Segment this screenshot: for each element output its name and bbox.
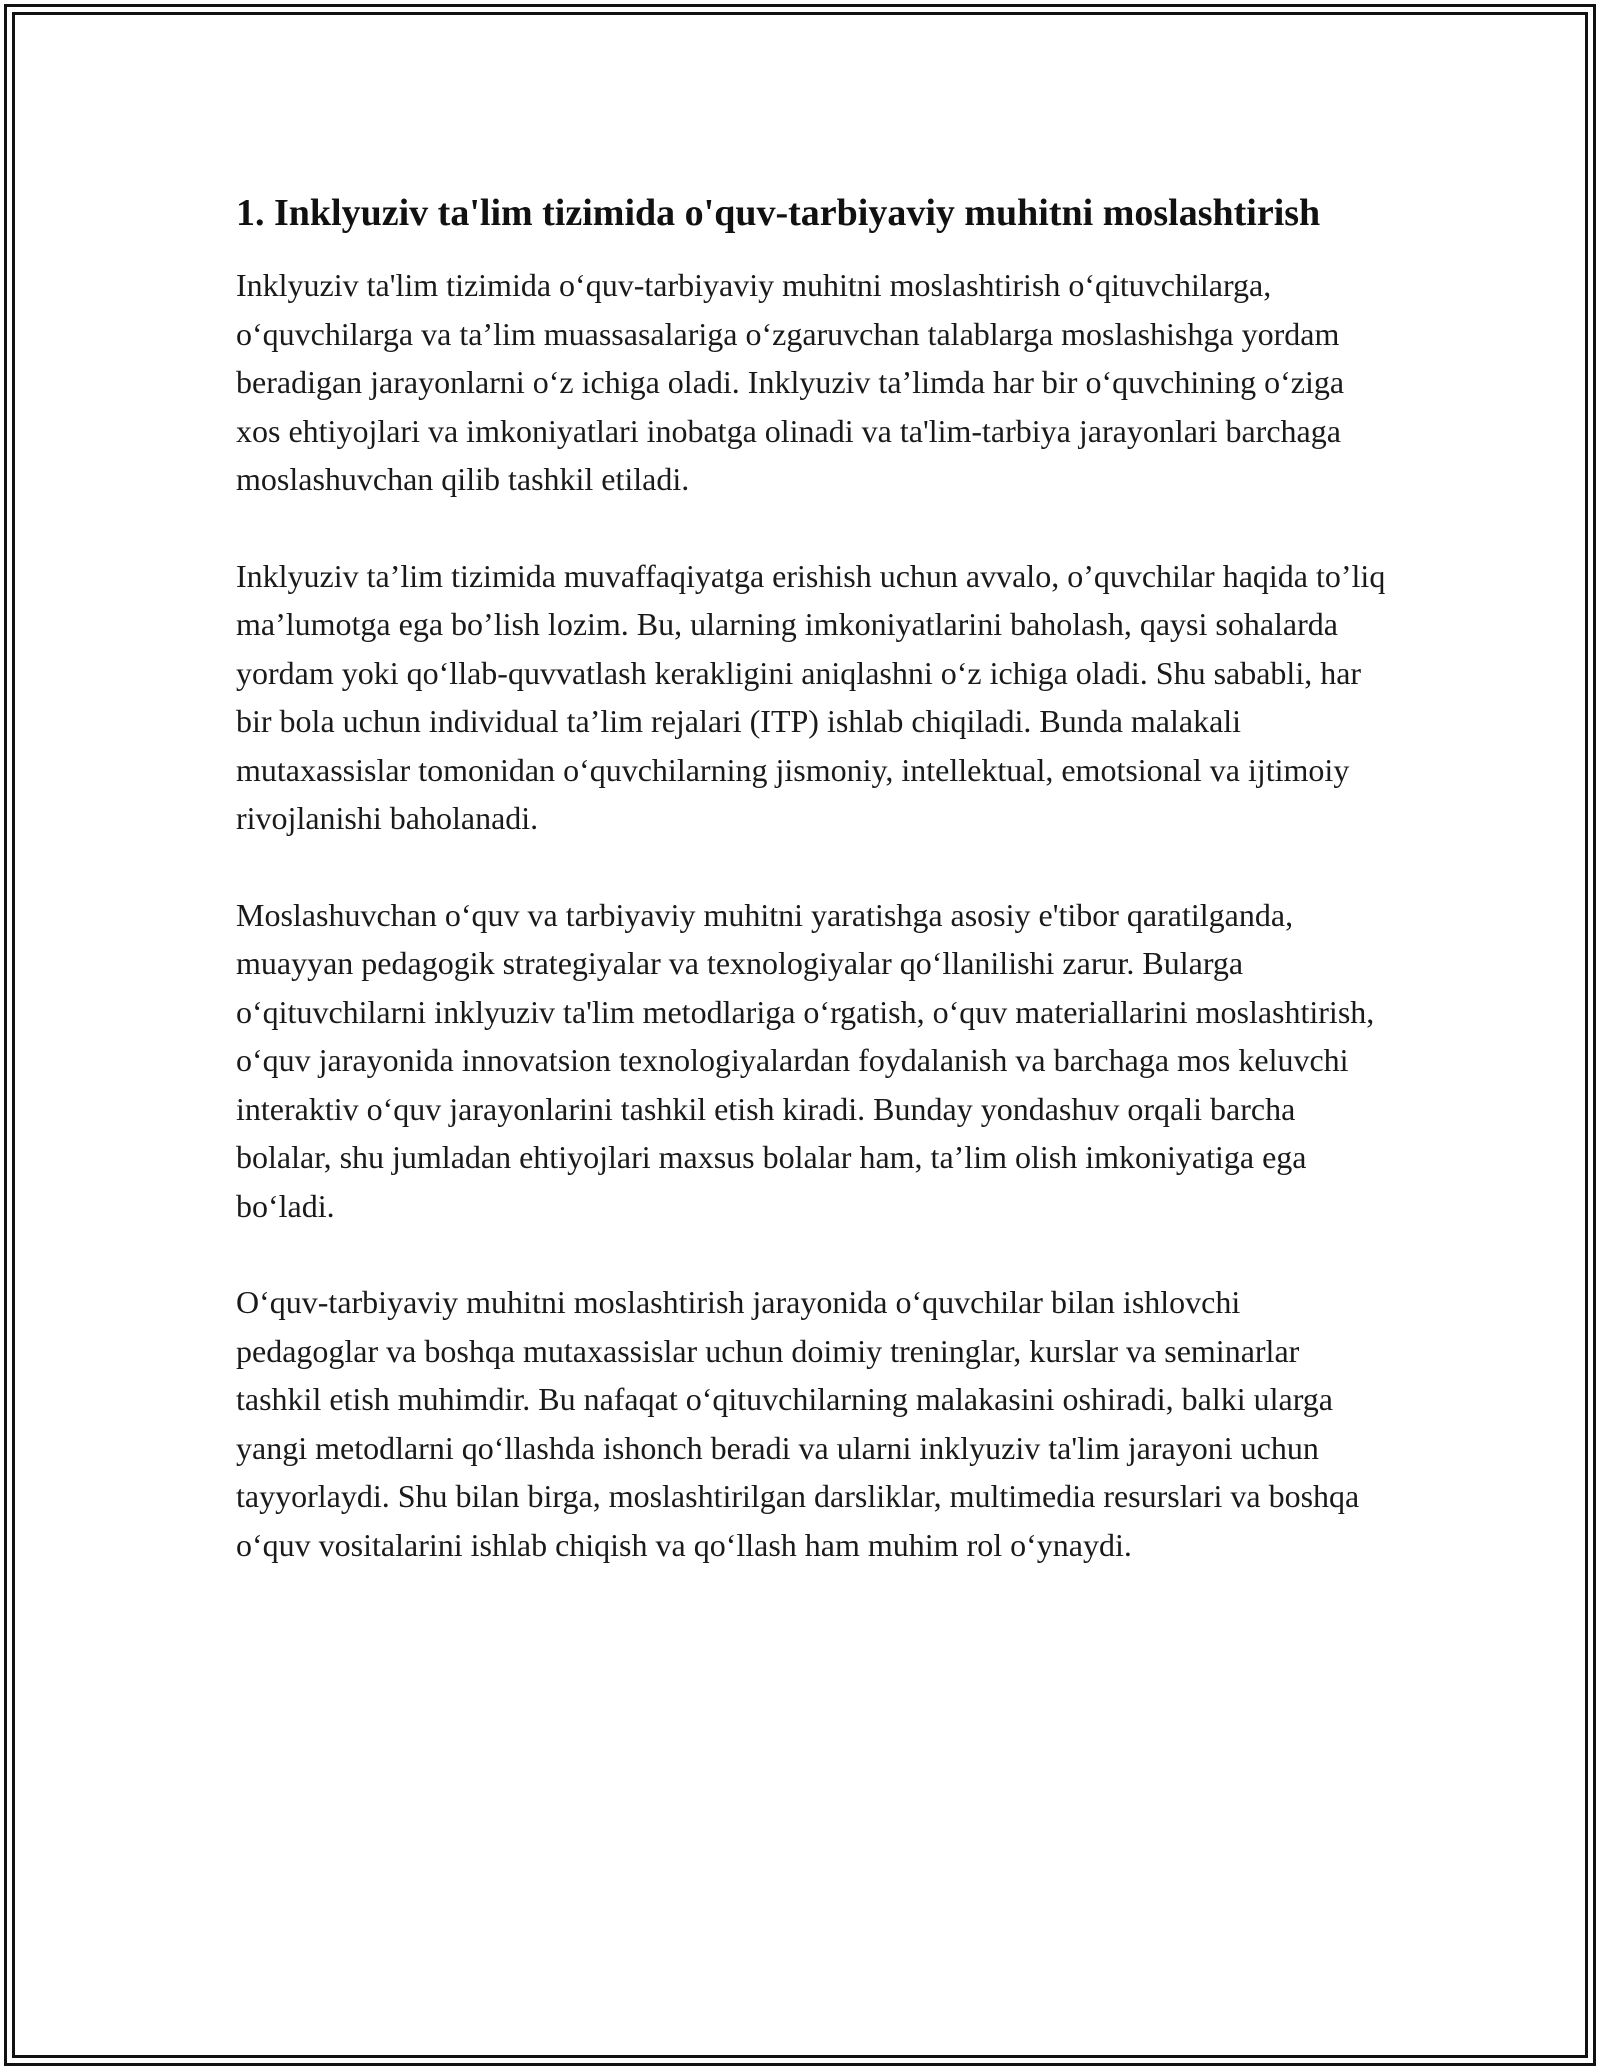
paragraph-1: Inklyuziv ta'lim tizimida o‘quv-tarbiyaviy muhitni moslashtirish o‘qituvchilarga, o‘quvchilarga va ta’lim muassasalariga o‘zgaruvchan talablarga moslashishga yordam beradigan jarayonlarni o‘z ichiga oladi. Inklyuziv ta’limda har bir o‘quvchining o‘ziga xos ehtiyojlari va imkoniyatlari inobatga olinadi va ta'lim-tarbiya jarayonlari barchaga moslashuvchan qilib tashkil etiladi. bbox=[236, 267, 1345, 497]
paragraph-3: Moslashuvchan o‘quv va tarbiyaviy muhitni yaratishga asosiy e'tibor qaratilganda, muayyan pedagogik strategiyalar va texnologiyalar qo‘llanilishi zarur. Bularga o‘qituvchilarni inklyuziv ta'lim metodlariga o‘rgatish, o‘quv materiallarini moslashtirish, o‘quv jarayonida innovatsion texnologiyalardan foydalanish va barchaga mos keluvchi interaktiv o‘quv jarayonlarini tashkil etish kiradi. Bunday yondashuv orqali barcha bolalar, shu jumladan ehtiyojlari maxsus bolalar ham, ta’lim olish imkoniyatiga ega bo‘ladi. bbox=[236, 896, 1375, 1224]
paragraph-4: O‘quv-tarbiyaviy muhitni moslashtirish jarayonida o‘quvchilar bilan ishlovchi pedagoglar va boshqa mutaxassislar uchun doimiy treninglar, kurslar va seminarlar tashkil etish muhimdir. Bu nafaqat o‘qituvchilarning malakasini oshiradi, balki ularga yangi metodlarni qo‘llashda ishonch beradi va ularni inklyuziv ta'lim jarayoni uchun tayyorlaydi. Shu bilan birga, moslashtirilgan darsliklar, multimedia resurslari va boshqa o‘quv vositalarini ishlab chiqish va qo‘llash ham muhim rol o‘ynaydi. bbox=[236, 1284, 1360, 1563]
section-heading: 1. Inklyuziv ta'lim tizimida o'quv-tarbiyaviy muhitni moslashtirish bbox=[236, 192, 1321, 234]
document-body bbox=[236, 186, 1386, 1617]
paragraph-2: Inklyuziv ta’lim tizimida muvaffaqiyatga erishish uchun avvalo, o’quvchilar haqida to’liq ma’lumotga ega bo’lish lozim. Bu, ularning imkoniyatlarini baholash, qaysi sohalarda yordam yoki qo‘llab-quvvatlash kerakligini aniqlashni o‘z ichiga oladi. Shu sababli, har bir bola uchun individual ta’lim rejalari (ITP) ishlab chiqiladi. Bunda malakali mutaxassislar tomonidan o‘quvchilarning jismoniy, intellektual, emotsional va ijtimoiy rivojlanishi baholanadi. bbox=[236, 557, 1386, 836]
